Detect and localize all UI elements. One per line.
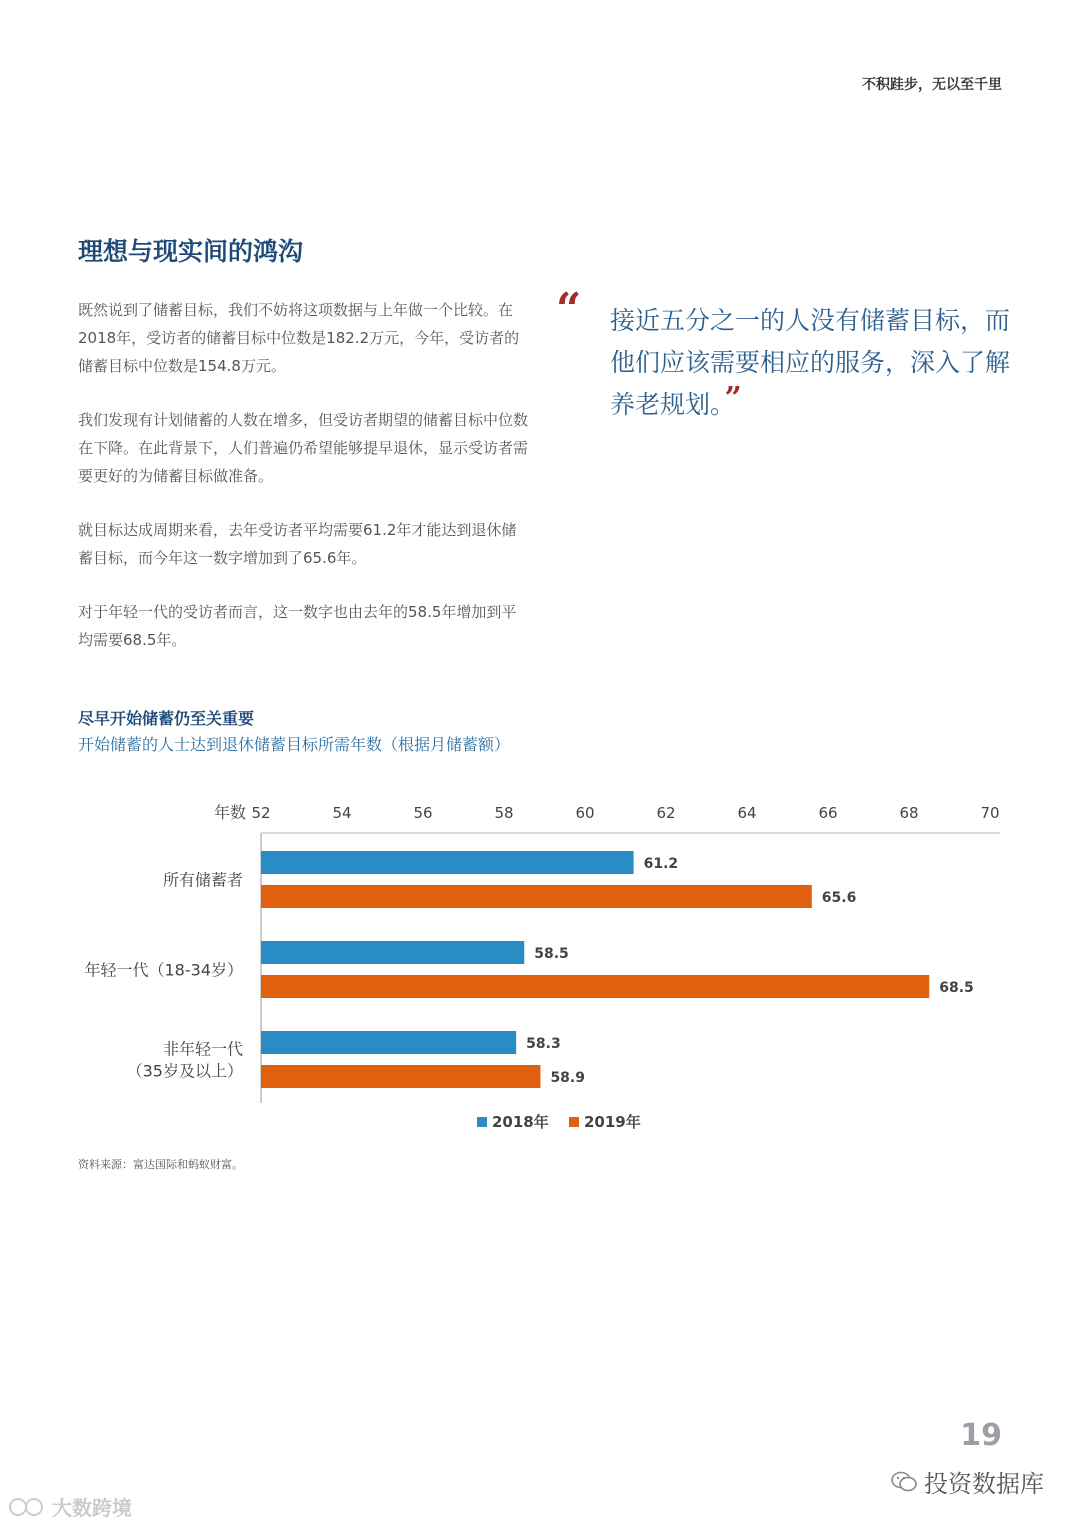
data-label: 58.3 <box>526 1036 561 1052</box>
watermark-right-text: 投资数据库 <box>924 1470 1044 1498</box>
legend-label: 2019年 <box>584 1113 641 1131</box>
data-label: 58.9 <box>550 1070 585 1086</box>
bar-chart <box>0 790 1080 1150</box>
x-tick-label: 56 <box>413 804 433 822</box>
section-title: 理想与现实间的鸿沟 <box>78 237 304 266</box>
body-paragraph: 对于年轻一代的受访者而言，这一数字也由去年的58.5年增加到平均需要68.5年。 <box>78 603 517 649</box>
axis-label: 年数 <box>213 803 246 822</box>
chart-title: 尽早开始储蓄仍至关重要 <box>78 709 255 728</box>
bar-2018 <box>261 941 524 964</box>
body-paragraph: 我们发现有计划储蓄的人数在增多，但受访者期望的储蓄目标中位数在下降。在此背景下，人们普遍仍希望能够提早退休，显示受访者需要更好的为储蓄目标做准备。 <box>78 411 529 485</box>
chart-subtitle: 开始储蓄的人士达到退休储蓄目标所需年数（根据月储蓄额） <box>78 735 511 754</box>
x-tick-label: 62 <box>656 804 676 822</box>
data-label: 61.2 <box>643 856 679 872</box>
pull-quote-body: 接近五分之一的人没有储蓄目标，而他们应该需要相应的服务，深入了解养老规划。 <box>610 306 1011 419</box>
body-paragraph: 就目标达成周期来看，去年受访者平均需要61.2年才能达到退休储蓄目标，而今年这一数字增加到了65.6年。 <box>78 521 517 567</box>
category-label: 非年轻一代 <box>162 1039 243 1059</box>
data-label: 65.6 <box>821 890 857 906</box>
legend-swatch <box>569 1117 579 1127</box>
body-paragraph: 既然说到了储蓄目标，我们不妨将这项数据与上年做一个比较。在2018年，受访者的储蓄目标中位数是182.2万元，今年，受访者的储蓄目标中位数是154.8万元。 <box>78 301 520 375</box>
category-label: 年轻一代（18-34岁） <box>84 960 243 980</box>
x-tick-label: 60 <box>575 804 595 822</box>
bar-2019 <box>261 885 812 908</box>
data-label: 68.5 <box>939 980 974 996</box>
x-tick-label: 54 <box>332 804 352 822</box>
bar-2018 <box>261 1031 516 1054</box>
body-text <box>78 296 528 680</box>
brand-logo-icon <box>8 1496 48 1518</box>
bar-2019 <box>261 1065 540 1088</box>
legend-swatch <box>477 1117 487 1127</box>
x-tick-label: 70 <box>980 804 1000 822</box>
wechat-icon <box>890 1470 918 1494</box>
source-note: 资料来源：富达国际和蚂蚁财富。 <box>78 1158 243 1171</box>
data-label: 58.5 <box>534 946 569 962</box>
page-number: 19 <box>960 1418 1002 1453</box>
watermark-right <box>890 1464 1044 1499</box>
x-tick-label: 68 <box>899 804 919 822</box>
header-tagline: 不积跬步，无以至千里 <box>862 77 1002 93</box>
watermark-left-text: 大数跨境 <box>52 1496 132 1520</box>
bar-2019 <box>261 975 929 998</box>
category-label: （35岁及以上） <box>126 1061 243 1081</box>
x-tick-label: 66 <box>818 804 838 822</box>
bar-2018 <box>261 851 634 874</box>
close-quote-mark: ” <box>724 381 742 416</box>
open-quote-mark: “ <box>556 284 582 335</box>
x-tick-label: 64 <box>737 804 757 822</box>
legend-label: 2018年 <box>492 1113 549 1131</box>
category-label: 所有储蓄者 <box>162 870 243 890</box>
x-tick-label: 52 <box>251 804 271 822</box>
pull-quote-text <box>610 300 1010 426</box>
watermark-left <box>8 1492 132 1521</box>
x-tick-label: 58 <box>494 804 514 822</box>
